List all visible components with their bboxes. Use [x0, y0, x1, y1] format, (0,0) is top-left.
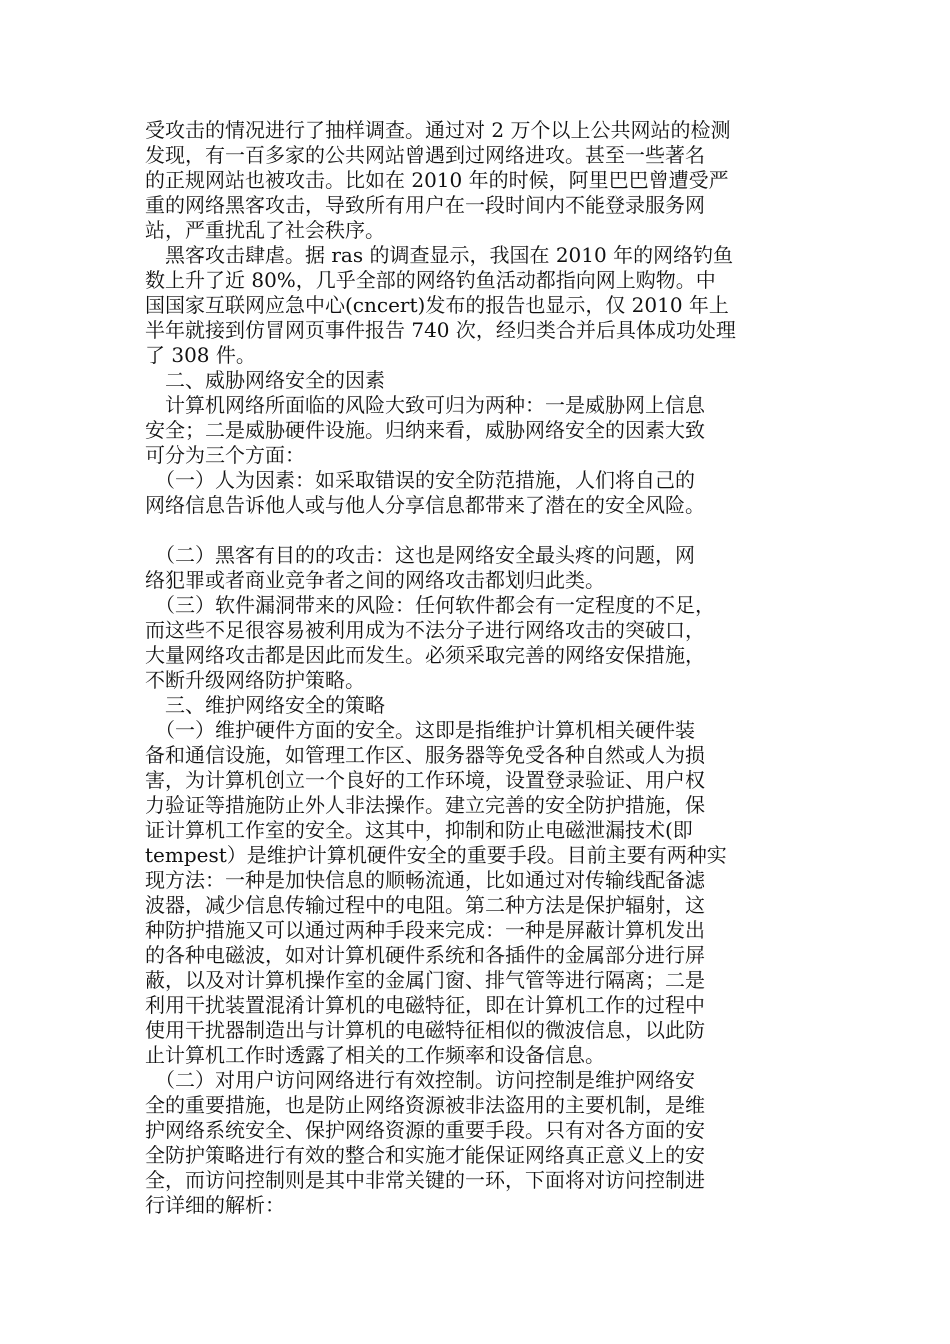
text-line: 大量网络攻击都是因此而发生。必须采取完善的网络安保措施，	[145, 643, 705, 667]
text-line: 计算机网络所面临的风险大致可归为两种：一是威胁网上信息	[145, 393, 705, 417]
text-line: 的各种电磁波，如对计算机硬件系统和各插件的金属部分进行屏	[145, 943, 705, 967]
text-line: （二）对用户访问网络进行有效控制。访问控制是维护网络安	[145, 1068, 695, 1092]
section-heading: 二、威胁网络安全的因素	[145, 368, 385, 392]
text-line: 备和通信设施，如管理工作区、服务器等免受各种自然或人为损	[145, 743, 705, 767]
text-line: 蔽，以及对计算机操作室的金属门窗、排气管等进行隔离；二是	[145, 968, 705, 992]
text-line: 数上升了近 80%，几乎全部的网络钓鱼活动都指向网上购物。中	[145, 268, 716, 292]
text-line: （二）黑客有目的的攻击：这也是网络安全最头疼的问题，网	[145, 543, 695, 567]
text-line: 网络信息告诉他人或与他人分享信息都带来了潜在的安全风险。	[145, 493, 705, 517]
text-line: 证计算机工作室的安全。这其中，抑制和防止电磁泄漏技术(即	[145, 818, 693, 842]
text-line: 半年就接到仿冒网页事件报告 740 次，经归类合并后具体成功处理	[145, 318, 736, 342]
section-heading: 三、维护网络安全的策略	[145, 693, 385, 717]
text-line: 全防护策略进行有效的整合和实施才能保证网络真正意义上的安	[145, 1143, 705, 1167]
text-line: 可分为三个方面：	[145, 443, 305, 467]
text-line: 而这些不足很容易被利用成为不法分子进行网络攻击的突破口，	[145, 618, 705, 642]
text-line: 络犯罪或者商业竞争者之间的网络攻击都划归此类。	[145, 568, 605, 592]
text-line: （三）软件漏洞带来的风险：任何软件都会有一定程度的不足，	[145, 593, 715, 617]
text-line: 站，严重扰乱了社会秩序。	[145, 218, 385, 242]
blank-line	[145, 518, 805, 543]
text-line: tempest）是维护计算机硬件安全的重要手段。目前主要有两种实	[145, 843, 727, 867]
text-line: 安全；二是威胁硬件设施。归纳来看，威胁网络安全的因素大致	[145, 418, 705, 442]
text-line: 使用干扰器制造出与计算机的电磁特征相似的微波信息，以此防	[145, 1018, 705, 1042]
text-line: 全的重要措施，也是防止网络资源被非法盗用的主要机制，是维	[145, 1093, 705, 1117]
text-line: 不断升级网络防护策略。	[145, 668, 365, 692]
text-line: 止计算机工作时透露了相关的工作频率和设备信息。	[145, 1043, 605, 1067]
text-line: 护网络系统安全、保护网络资源的重要手段。只有对各方面的安	[145, 1118, 705, 1142]
text-line: 发现，有一百多家的公共网站曾遇到过网络进攻。甚至一些著名	[145, 143, 705, 167]
text-line: 重的网络黑客攻击，导致所有用户在一段时间内不能登录服务网	[145, 193, 705, 217]
text-line: 全，而访问控制则是其中非常关键的一环，下面将对访问控制进	[145, 1168, 705, 1192]
text-line: （一）人为因素：如采取错误的安全防范措施，人们将自己的	[145, 468, 695, 492]
text-line: 力验证等措施防止外人非法操作。建立完善的安全防护措施，保	[145, 793, 705, 817]
text-line: 害，为计算机创立一个良好的工作环境，设置登录验证、用户权	[145, 768, 705, 792]
text-line: 利用干扰装置混淆计算机的电磁特征，即在计算机工作的过程中	[145, 993, 705, 1017]
text-line: 黑客攻击肆虐。据 ras 的调查显示，我国在 2010 年的网络钓鱼	[145, 243, 734, 267]
document-body	[145, 118, 805, 1218]
text-line: 波器，减少信息传输过程中的电阻。第二种方法是保护辐射，这	[145, 893, 705, 917]
text-line: 国国家互联网应急中心(cncert)发布的报告也显示，仅 2010 年上	[145, 293, 729, 317]
text-line: 种防护措施又可以通过两种手段来完成：一种是屏蔽计算机发出	[145, 918, 705, 942]
text-line: 了 308 件。	[145, 343, 256, 367]
text-line: 受攻击的情况进行了抽样调查。通过对 2 万个以上公共网站的检测	[145, 118, 731, 142]
text-line: 行详细的解析：	[145, 1193, 285, 1217]
text-line: （一）维护硬件方面的安全。这即是指维护计算机相关硬件装	[145, 718, 695, 742]
text-line: 现方法：一种是加快信息的顺畅流通，比如通过对传输线配备滤	[145, 868, 705, 892]
text-line: 的正规网站也被攻击。比如在 2010 年的时候，阿里巴巴曾遭受严	[145, 168, 729, 192]
